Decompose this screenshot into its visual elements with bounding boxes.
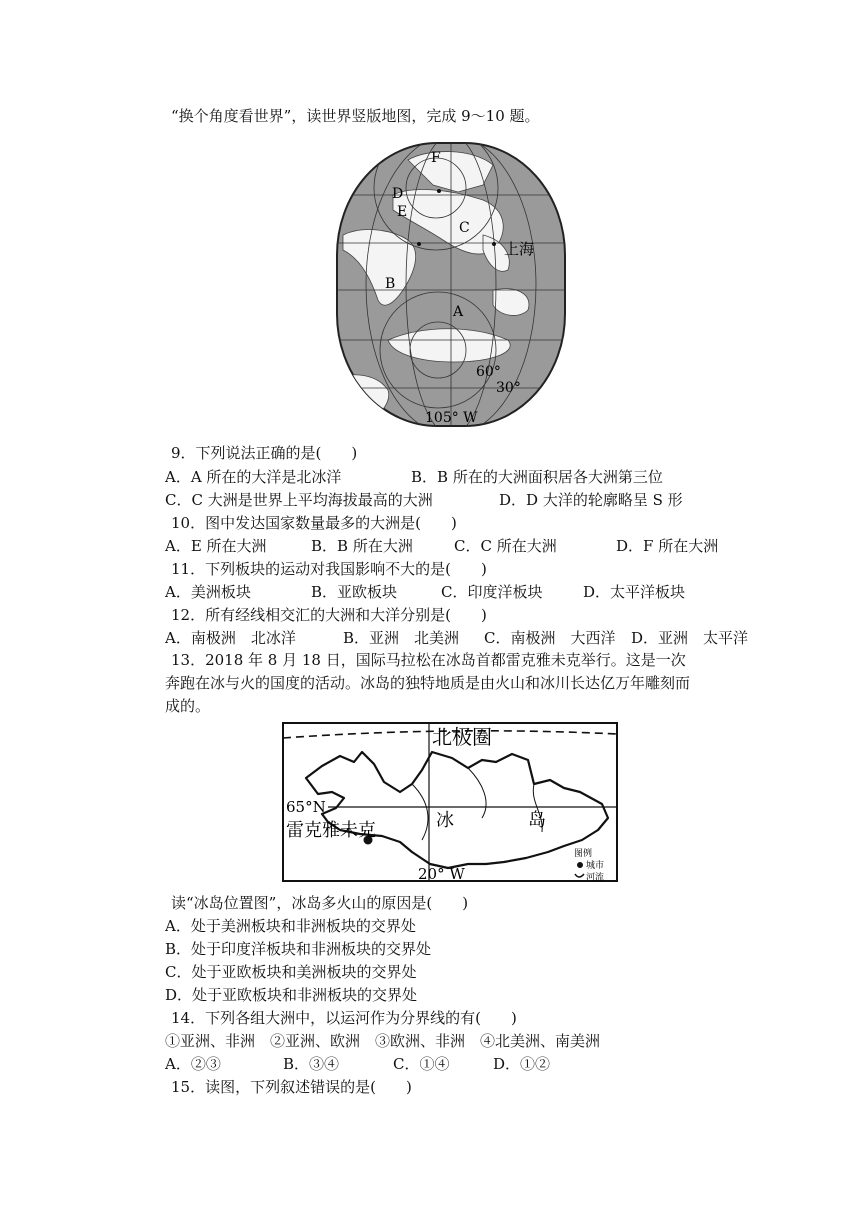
q9-option-a: A．A 所在的大洋是北冰洋 — [165, 468, 342, 486]
q14-option-d: D．①② — [493, 1055, 551, 1073]
q14-option-c: C．①④ — [393, 1055, 450, 1073]
q14-option-a: A．②③ — [165, 1055, 221, 1073]
q13-stem-line2: 奔跑在冰与火的国度的活动。冰岛的独特地质是由火山和冰川长达亿万年雕刻而 — [165, 674, 691, 692]
q11-option-c: C．印度洋板块 — [441, 583, 543, 601]
dao-label: 岛 — [528, 810, 546, 831]
q11-stem: 11．下列板块的运动对我国影响不大的是( ) — [171, 560, 487, 578]
world-vertical-map — [333, 140, 569, 432]
map-label-lon105: 105° W — [425, 410, 478, 426]
q13-stem-line1: 13．2018 年 8 月 18 日，国际马拉松在冰岛首都雷克雅未克举行。这是一次 — [171, 651, 686, 669]
q11-option-a: A．美洲板块 — [165, 583, 251, 601]
lat65-label: 65°N — [286, 798, 326, 816]
q9-stem: 9．下列说法正确的是( ) — [171, 444, 358, 462]
intro-text: “换个角度看世界”，读世界竖版地图，完成 9～10 题。 — [171, 107, 540, 125]
q14-stem: 14．下列各组大洲中，以运河作为分界线的有( ) — [171, 1009, 517, 1027]
q10-stem: 10．图中发达国家数量最多的大洲是( ) — [171, 514, 457, 532]
map-label-lat60: 60° — [476, 364, 501, 380]
q9-option-b: B．B 所在的大洲面积居各大洲第三位 — [411, 468, 663, 486]
legend-river: 河流 — [586, 873, 605, 882]
q15-stem: 15．读图，下列叙述错误的是( ) — [171, 1078, 412, 1096]
q12-option-b: B．亚洲 北美洲 — [343, 629, 460, 647]
arctic-circle-label: 北极圈 — [432, 725, 492, 749]
map-label-a: A — [453, 304, 464, 320]
map-label-f: F — [431, 150, 441, 166]
q12-option-c: C．南极洲 大西洋 — [484, 629, 616, 647]
q13-option-b: B．处于印度洋板块和非洲板块的交界处 — [165, 940, 432, 958]
q13-option-c: C．处于亚欧板块和美洲板块的交界处 — [165, 963, 417, 981]
map-label-shanghai: 上海 — [504, 240, 535, 258]
q10-option-c: C．C 所在大洲 — [454, 537, 557, 555]
map-label-e: E — [397, 204, 408, 220]
q10-option-a: A．E 所在大洲 — [165, 537, 267, 555]
legend-title: 图例 — [574, 849, 593, 859]
iceland-location-map — [282, 722, 618, 882]
q10-option-b: B．B 所在大洲 — [311, 537, 413, 555]
bing-label: 冰 — [436, 810, 454, 831]
q12-stem: 12．所有经线相交汇的大洲和大洋分别是( ) — [171, 606, 487, 624]
legend-city: 城市 — [586, 861, 605, 871]
q11-option-b: B．亚欧板块 — [311, 583, 398, 601]
map-label-lat30: 30° — [496, 380, 521, 396]
q12-option-a: A．南极洲 北冰洋 — [165, 629, 296, 647]
q13-option-a: A．处于美洲板块和非洲板块的交界处 — [165, 917, 416, 935]
q13-stem-line3: 成的。 — [165, 697, 211, 715]
q10-option-d: D．F 所在大洲 — [616, 537, 719, 555]
map-label-c: C — [459, 220, 470, 236]
q13-option-d: D．处于亚欧板块和非洲板块的交界处 — [165, 986, 418, 1004]
reykjavik-label: 雷克雅未克 — [286, 820, 376, 841]
map-label-d: D — [392, 186, 404, 202]
q12-option-d: D．亚洲 太平洋 — [631, 629, 749, 647]
q14-items: ①亚洲、非洲 ②亚洲、欧洲 ③欧洲、非洲 ④北美洲、南美洲 — [165, 1032, 601, 1050]
q11-option-d: D．太平洋板块 — [583, 583, 686, 601]
lon20-label: 20° W — [418, 865, 465, 882]
q9-option-d: D．D 大洋的轮廓略呈 S 形 — [499, 491, 683, 509]
map-label-b: B — [385, 276, 396, 292]
q13-question: 读“冰岛位置图”，冰岛多火山的原因是( ) — [171, 894, 469, 912]
q9-option-c: C．C 大洲是世界上平均海拔最高的大洲 — [165, 491, 433, 509]
q14-option-b: B．③④ — [283, 1055, 340, 1073]
